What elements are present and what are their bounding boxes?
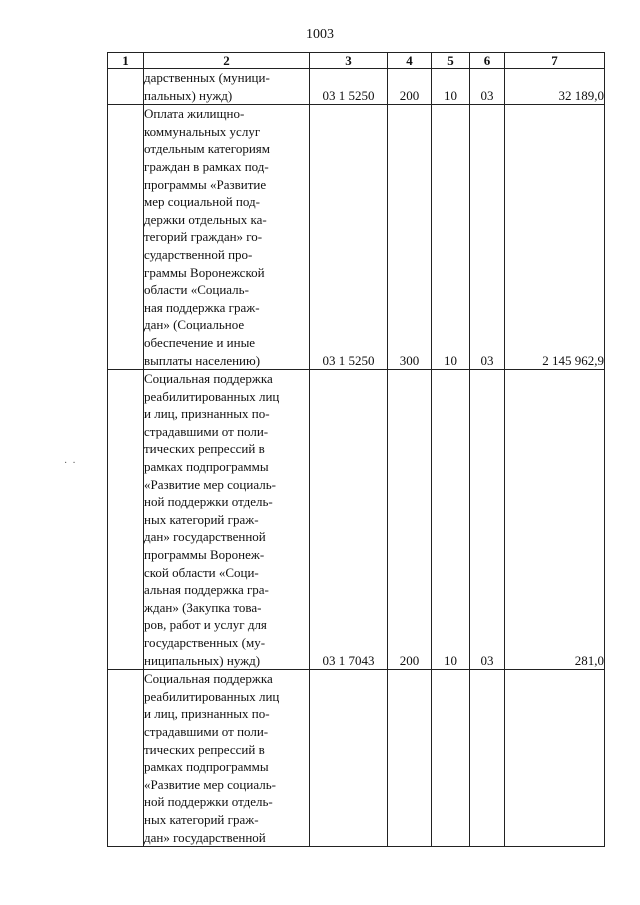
row-expense-type: 200 [388, 69, 432, 105]
header-col-4: 4 [388, 53, 432, 69]
empty-cell [108, 670, 144, 847]
row-subsection [470, 670, 505, 847]
table-row [108, 670, 605, 847]
row-section: 10 [432, 69, 470, 105]
row-expense-type: 300 [388, 105, 432, 370]
header-col-6: 6 [470, 53, 505, 69]
row-expense-type: 200 [388, 370, 432, 670]
table-row [108, 105, 605, 370]
table-row [108, 69, 605, 105]
row-subsection: 03 [470, 370, 505, 670]
row-target-code: 03 1 7043 [310, 370, 388, 670]
row-section: 10 [432, 370, 470, 670]
row-target-code: 03 1 5250 [310, 69, 388, 105]
table-row [108, 370, 605, 670]
empty-cell [108, 370, 144, 670]
row-description: дарственных (муници- пальных) нужд) [144, 69, 310, 105]
header-col-5: 5 [432, 53, 470, 69]
row-amount: 281,0 [505, 370, 605, 670]
row-expense-type [388, 670, 432, 847]
row-section: 10 [432, 105, 470, 370]
header-col-1: 1 [108, 53, 144, 69]
row-subsection: 03 [470, 105, 505, 370]
header-col-2: 2 [144, 53, 310, 69]
row-section [432, 670, 470, 847]
row-amount: 32 189,0 [505, 69, 605, 105]
row-amount [505, 670, 605, 847]
budget-table [107, 52, 605, 847]
scan-specks: · · [64, 458, 76, 469]
row-description: Социальная поддержка реабилитированных лиц и лиц, признанных по- страдавшими от поли- тических репрессий в рамках подпрограммы «Развитие мер социаль- ной поддержки отдель- ных категорий граж- дан» государственной программы Воронеж- ской области «Соци- альная поддержка гра- ждан» (Закупка това- ров, работ и услуг для государственных (му- ниципальных) нужд) [144, 370, 310, 670]
row-amount: 2 145 962,9 [505, 105, 605, 370]
row-target-code [310, 670, 388, 847]
row-subsection: 03 [470, 69, 505, 105]
empty-cell [108, 105, 144, 370]
header-row [108, 53, 605, 69]
row-description: Оплата жилищно- коммунальных услуг отдельным категориям граждан в рамках под- программы «Развитие мер социальной под- держки отдельных ка- тегорий граждан» го- сударственной про- граммы Воронежской области «Социаль- ная поддержка граж- дан» (Социальное обеспечение и иные выплаты населению) [144, 105, 310, 370]
row-description: Социальная поддержка реабилитированных лиц и лиц, признанных по- страдавшими от поли- тических репрессий в рамках подпрограммы «Развитие мер социаль- ной поддержки отдель- ных категорий граж- дан» государственной [144, 670, 310, 847]
row-target-code: 03 1 5250 [310, 105, 388, 370]
empty-cell [108, 69, 144, 105]
page-number: 1003 [306, 27, 334, 42]
header-col-7: 7 [505, 53, 605, 69]
header-col-3: 3 [310, 53, 388, 69]
